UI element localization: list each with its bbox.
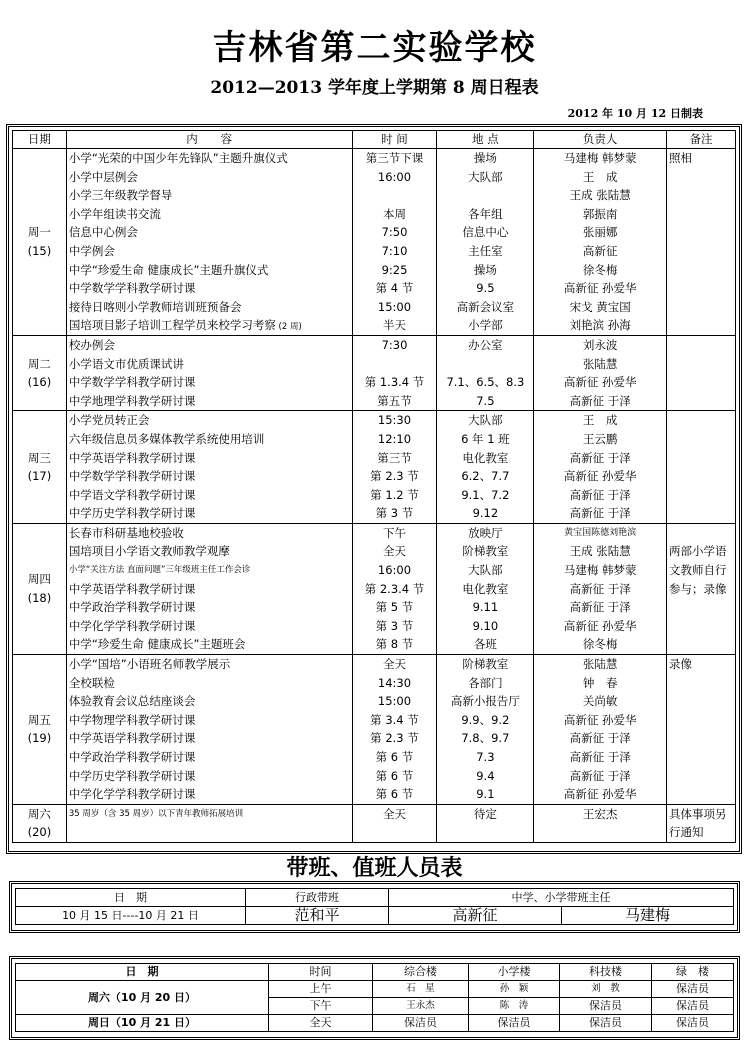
event-content: 中学语文学科教学研讨课 — [68, 487, 196, 502]
event-content: 信息中心例会 — [68, 225, 138, 240]
event-time: 15:30 — [377, 413, 412, 428]
event-content: 校办例会 — [68, 337, 115, 352]
event-time: 第 2.3.4 节 — [364, 581, 425, 596]
header-place: 地 点 — [437, 131, 534, 149]
event-time-column — [352, 804, 437, 842]
event-time: 16:00 — [377, 563, 412, 578]
event-content: 小学语文市优质课试讲 — [68, 356, 184, 371]
event-time: 第 6 节 — [375, 768, 414, 783]
weekend-cell: 全天 — [269, 1015, 373, 1032]
note-column — [667, 523, 736, 654]
event-content: 中学历史学科教学研讨课 — [68, 506, 196, 521]
event-place-column — [437, 655, 534, 805]
weekend-cell: 保洁员 — [469, 1015, 560, 1032]
event-content-column — [66, 804, 352, 842]
event-place: 待定 — [473, 806, 497, 821]
event-time: 第 2.3 节 — [370, 731, 419, 746]
event-person: 高新征 于泽 — [569, 731, 631, 746]
duty-admin: 范和平 — [246, 907, 389, 925]
event-person: 高新征 于泽 — [569, 393, 631, 408]
event-place-column — [437, 411, 534, 524]
event-place-column — [437, 523, 534, 654]
event-place: 9.9、9.2 — [461, 712, 510, 727]
page-subtitle: 2012—2013 学年度上学期第 8 周日程表 — [210, 78, 539, 98]
event-person: 张陆慧 — [582, 657, 618, 672]
weekend-cell: 上午 — [269, 981, 373, 998]
weekend-cell: 保洁员 — [560, 1015, 652, 1032]
event-person: 王成 张陆慧 — [569, 188, 631, 203]
duty-row — [16, 907, 734, 925]
event-person: 王云鹏 — [582, 431, 618, 446]
event-person: 高新征 于泽 — [569, 750, 631, 764]
weekend-header-building4: 绿 楼 — [652, 964, 734, 981]
event-time: 9:25 — [381, 262, 408, 277]
event-note: 录像 — [669, 657, 692, 672]
event-content: 中学英语学科教学研讨课 — [68, 581, 196, 596]
event-time: 全天 — [382, 544, 406, 559]
event-content: 中学例会 — [68, 243, 115, 258]
event-content: 35 周岁（含 35 周岁）以下青年教师拓展培训 — [68, 808, 244, 819]
event-person: 高新征 于泽 — [569, 581, 631, 596]
event-content: 中学英语学科教学研讨课 — [68, 450, 196, 465]
event-place-column — [437, 804, 534, 842]
event-person: 高新征 于泽 — [569, 768, 631, 783]
event-person: 刘艳滨 孙海 — [569, 318, 631, 333]
event-time: 全天 — [382, 806, 406, 821]
event-place: 电化教室 — [462, 581, 509, 596]
event-place: 9.1、7.2 — [461, 487, 510, 502]
schedule-day-row — [13, 411, 736, 524]
weekend-cell: 保洁员 — [652, 998, 734, 1015]
event-content: 体验教育会议总结座谈会 — [68, 694, 196, 709]
event-person-column — [534, 523, 667, 654]
note-column — [667, 804, 736, 842]
event-time: 本周 — [382, 206, 406, 221]
event-content: 小学三年级教学督导 — [68, 188, 173, 203]
event-content: 小学党员转正会 — [68, 413, 150, 428]
weekend-cell: 保洁员 — [652, 1015, 734, 1032]
event-place: 9.4 — [476, 768, 495, 783]
event-place: 放映厅 — [468, 525, 503, 540]
day-cell — [13, 655, 67, 805]
event-person: 黄宝国陈德刘艳滨 — [564, 527, 637, 538]
event-place: 7.3 — [476, 750, 495, 764]
event-time: 半天 — [382, 318, 406, 333]
event-content: 中学英语学科教学研讨课 — [68, 731, 196, 746]
event-time: 全天 — [382, 657, 406, 672]
event-place: 各年组 — [468, 206, 503, 221]
event-time-column — [352, 411, 437, 524]
header-note: 备注 — [667, 131, 736, 149]
event-person-column — [534, 149, 667, 336]
event-time-column — [352, 335, 437, 410]
header-time: 时 间 — [352, 131, 437, 149]
event-content: 中学政治学科教学研讨课 — [68, 600, 196, 615]
note-column — [667, 411, 736, 524]
note-column — [667, 335, 736, 410]
weekend-cell: 陈 涛 — [469, 998, 560, 1015]
weekend-row-sun — [16, 1015, 734, 1032]
event-content: 中学“珍爱生命 健康成长”主题升旗仪式 — [68, 262, 269, 277]
small-note: (2 周) — [275, 322, 302, 333]
event-person: 高新征 于泽 — [569, 506, 631, 521]
event-content: 小学“光荣的中国少年先锋队”主题升旗仪式 — [68, 151, 288, 165]
event-place: 操场 — [473, 151, 497, 165]
weekend-header-building2: 小学楼 — [469, 964, 560, 981]
event-place: 9.5 — [476, 281, 495, 296]
event-time-column — [352, 149, 437, 336]
event-content-column — [66, 523, 352, 654]
event-content: 小学“国培”小语班名师教学展示 — [68, 657, 231, 672]
schedule-day-row — [13, 149, 736, 336]
weekend-header-time: 时间 — [269, 964, 373, 981]
event-person: 高新征 孙爱华 — [563, 281, 637, 296]
duty-title: 带班、值班人员表 — [286, 855, 463, 881]
weekend-cell: 下午 — [269, 998, 373, 1015]
event-person: 关尚敏 — [582, 694, 618, 709]
event-note: 照相 — [669, 151, 692, 165]
schedule-day-row — [13, 523, 736, 654]
event-time: 下午 — [382, 525, 406, 540]
event-note: 两部小学语 — [669, 544, 727, 559]
event-place: 9.12 — [472, 506, 499, 521]
event-place: 办公室 — [468, 337, 503, 352]
event-time — [355, 186, 435, 205]
event-content-column — [66, 655, 352, 805]
day-number: (17) — [27, 469, 52, 484]
event-person: 高新征 于泽 — [569, 450, 631, 465]
event-place — [439, 186, 531, 205]
weekend-cell: 保洁员 — [373, 1015, 469, 1032]
event-place: 大队部 — [468, 563, 503, 578]
duty-frame — [9, 881, 740, 933]
event-time: 14:30 — [377, 675, 412, 690]
day-number: (16) — [27, 375, 52, 390]
event-time-column — [352, 655, 437, 805]
schedule-header-row — [13, 131, 736, 149]
event-content: 小学年组读书交流 — [68, 206, 161, 221]
event-time: 15:00 — [377, 694, 412, 709]
event-place: 6 年 1 班 — [461, 431, 510, 446]
schedule-body — [13, 149, 736, 843]
day-cell — [13, 523, 67, 654]
event-person: 马建梅 韩梦蒙 — [563, 563, 637, 578]
day-number: (19) — [27, 731, 52, 746]
event-place: 7.5 — [476, 393, 495, 408]
duty-date: 10 月 15 日----10 月 21 日 — [16, 907, 246, 925]
day-name: 周四 — [27, 572, 51, 587]
event-content: 全校联检 — [68, 675, 115, 690]
event-place: 信息中心 — [462, 225, 509, 240]
weekend-header-date: 日 期 — [16, 964, 269, 981]
day-name: 周六 — [27, 806, 51, 821]
event-time: 第五节 — [377, 393, 412, 408]
event-place: 高新会议室 — [456, 299, 515, 314]
event-content: 六年级信息员多媒体教学系统使用培训 — [68, 431, 265, 446]
event-place: 小学部 — [468, 318, 503, 333]
weekend-header-row — [16, 964, 734, 981]
duty-middle: 高新征 — [389, 907, 562, 925]
day-number: (20) — [27, 825, 52, 840]
weekend-cell: 保洁员 — [652, 981, 734, 998]
event-person: 高新征 — [582, 243, 618, 258]
weekend-cell: 保洁员 — [560, 998, 652, 1015]
duty-table — [15, 888, 734, 925]
schedule-day-row — [13, 335, 736, 410]
event-person-column — [534, 655, 667, 805]
event-content: 中学“珍爱生命 健康成长”主题班会 — [68, 637, 246, 652]
schedule-table — [12, 130, 736, 843]
event-place — [439, 355, 531, 374]
event-place: 大队部 — [468, 169, 503, 184]
schedule-day-row — [13, 804, 736, 842]
weekend-cell: 王永杰 — [373, 998, 469, 1015]
event-time: 16:00 — [377, 169, 412, 184]
event-place: 各班 — [473, 637, 497, 652]
event-content-column — [66, 411, 352, 524]
event-time: 第 1.3.4 节 — [364, 375, 425, 390]
event-person: 宋戈 黄宝国 — [569, 299, 631, 314]
event-content: 中学数学学科教学研讨课 — [68, 469, 196, 484]
event-person: 王宏杰 — [582, 806, 618, 821]
weekend-sun-label: 周日（10 月 21 日） — [16, 1015, 269, 1032]
made-date: 2012 年 10 月 12 日制表 — [567, 107, 703, 120]
event-person: 高新征 孙爱华 — [563, 712, 637, 727]
event-note: 行通知 — [669, 825, 704, 840]
event-place: 高新小报告厅 — [450, 694, 520, 709]
event-place: 7.8、9.7 — [461, 731, 510, 746]
event-content: 国培项目小学语文教师教学观摩 — [68, 544, 230, 559]
header-date: 日期 — [13, 131, 67, 149]
event-time: 第 2.3 节 — [370, 469, 419, 484]
event-place-column — [437, 335, 534, 410]
day-cell — [13, 411, 67, 524]
event-person: 王成 张陆慧 — [569, 544, 631, 559]
event-time: 12:10 — [377, 431, 412, 446]
page-title: 吉林省第二实验学校 — [212, 28, 537, 68]
event-time: 第 3 节 — [375, 506, 414, 521]
weekend-sat-label: 周六（10 月 20 日） — [16, 981, 269, 1015]
day-cell — [13, 335, 67, 410]
note-column — [667, 149, 736, 336]
event-place: 9.1 — [476, 787, 495, 802]
event-content: 接待日喀则小学教师培训班预备会 — [68, 299, 242, 314]
weekend-header-building1: 综合楼 — [373, 964, 469, 981]
day-name: 周二 — [27, 356, 51, 371]
duty-header-teacher: 中学、小学带班主任 — [389, 889, 734, 907]
event-time: 第 4 节 — [375, 281, 414, 296]
event-person: 徐冬梅 — [582, 637, 618, 652]
schedule-frame — [6, 124, 742, 854]
day-number: (18) — [27, 590, 52, 605]
day-name: 周五 — [27, 712, 51, 727]
event-person: 刘永波 — [582, 337, 618, 352]
event-place: 7.1、6.5、8.3 — [446, 375, 525, 390]
weekend-row-sat-am — [16, 981, 734, 998]
event-time: 第 8 节 — [375, 637, 414, 652]
event-time: 7:10 — [381, 243, 408, 258]
event-content: 中学化学学科教学研讨课 — [68, 787, 196, 802]
event-note: 文教师自行 — [669, 563, 727, 578]
weekend-header-building3: 科技楼 — [560, 964, 652, 981]
event-person: 马建梅 韩梦蒙 — [563, 151, 637, 165]
event-content: 小学中层例会 — [68, 169, 138, 184]
day-number: (15) — [27, 243, 52, 258]
event-person: 张陆慧 — [582, 356, 618, 371]
event-time: 第 5 节 — [375, 600, 414, 615]
event-content: 中学地理学科教学研讨课 — [68, 393, 196, 408]
event-time: 第 6 节 — [375, 750, 414, 764]
event-content: 中学历史学科教学研讨课 — [68, 768, 196, 783]
event-person: 高新征 孙爱华 — [563, 787, 637, 802]
event-place: 操场 — [473, 262, 497, 277]
event-place: 阶梯教室 — [462, 657, 509, 672]
event-time: 7:50 — [381, 225, 408, 240]
event-person: 王 成 — [582, 169, 618, 184]
event-time: 第三节下课 — [365, 151, 424, 165]
event-content: 长春市科研基地校验收 — [68, 525, 184, 540]
duty-header-row — [16, 889, 734, 907]
event-place: 主任室 — [468, 243, 503, 258]
duty-header-date: 日 期 — [16, 889, 246, 907]
event-content: 国培项目影子培训工程学员来校学习考察 (2 周) — [68, 318, 302, 333]
day-name: 周一 — [27, 225, 51, 240]
day-cell — [13, 804, 67, 842]
event-content: 中学化学学科教学研讨课 — [68, 618, 196, 633]
event-time: 15:00 — [377, 299, 412, 314]
schedule-day-row — [13, 655, 736, 805]
event-content: 中学物理学科教学研讨课 — [68, 712, 196, 727]
event-person: 高新征 于泽 — [569, 487, 631, 502]
weekend-cell: 刘 教 — [560, 981, 652, 998]
event-person-column — [534, 411, 667, 524]
header-content: 内 容 — [66, 131, 352, 149]
event-note: 参与；录像 — [669, 581, 727, 596]
event-content-column — [66, 149, 352, 336]
event-content: 小学“关注方法 直面问题”三年级班主任工作会诊 — [68, 565, 251, 576]
event-place: 9.11 — [472, 600, 499, 615]
event-time: 第 3 节 — [375, 618, 414, 633]
weekend-cell: 孙 颖 — [469, 981, 560, 998]
day-name: 周三 — [27, 450, 51, 465]
event-person: 高新征 孙爱华 — [563, 618, 637, 633]
weekend-cell: 石 星 — [373, 981, 469, 998]
event-person: 张丽娜 — [582, 225, 618, 240]
day-cell — [13, 149, 67, 336]
event-person: 郭振南 — [582, 206, 618, 221]
event-place: 电化教室 — [462, 450, 509, 465]
event-person-column — [534, 335, 667, 410]
duty-primary: 马建梅 — [562, 907, 734, 925]
event-place: 阶梯教室 — [462, 544, 509, 559]
event-note: 具体事项另 — [669, 806, 727, 821]
event-time: 7:30 — [381, 337, 408, 352]
event-person: 高新征 孙爱华 — [563, 469, 637, 484]
event-content: 中学政治学科教学研讨课 — [68, 750, 196, 764]
event-time: 第 3.4 节 — [370, 712, 419, 727]
event-place-column — [437, 149, 534, 336]
event-person-column — [534, 804, 667, 842]
weekend-table — [15, 963, 734, 1032]
duty-header-admin: 行政带班 — [246, 889, 389, 907]
event-time: 第 1.2 节 — [370, 487, 419, 502]
event-person: 钟 春 — [582, 675, 618, 690]
event-content: 中学数学学科教学研讨课 — [68, 281, 196, 296]
event-time — [355, 355, 435, 374]
header-person: 负责人 — [534, 131, 667, 149]
event-place: 大队部 — [468, 413, 503, 428]
event-place: 9.10 — [472, 618, 499, 633]
event-place: 各部门 — [468, 675, 503, 690]
event-time: 第 6 节 — [375, 787, 414, 802]
event-time: 第三节 — [377, 450, 412, 465]
event-time-column — [352, 523, 437, 654]
event-person: 高新征 孙爱华 — [563, 375, 637, 390]
event-person: 高新征 于泽 — [569, 600, 631, 615]
weekend-frame — [9, 956, 740, 1040]
event-person: 王 成 — [582, 413, 618, 428]
event-content: 中学数学学科教学研讨课 — [68, 375, 196, 390]
event-place: 6.2、7.7 — [461, 469, 510, 484]
event-content-column — [66, 335, 352, 410]
event-person: 徐冬梅 — [582, 262, 618, 277]
note-column — [667, 655, 736, 805]
